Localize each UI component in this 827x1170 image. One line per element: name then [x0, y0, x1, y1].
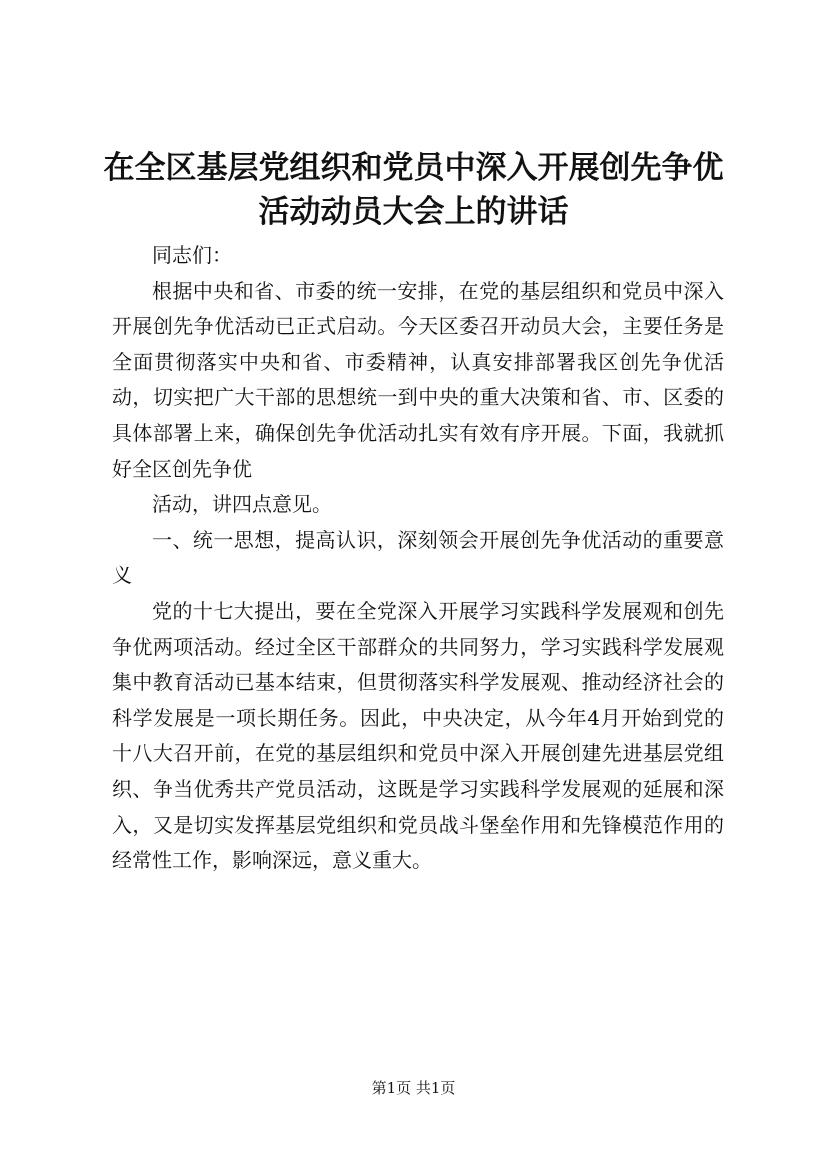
document-title: 在全区基层党组织和党员中深入开展创先争优活动动员大会上的讲话: [103, 150, 724, 230]
paragraph: 根据中央和省、市委的统一安排，在党的基层组织和党员中深入开展创先争优活动已正式启动。今天区委召开动员大会，主要任务是全面贯彻落实中央和省、市委精神，认真安排部署我区创先争优活动，切实把广大干部的思想统一到中央的重大决策和省、市、区委的具体部署上来，确保创先争优活动扎实有效有序开展。下面，我就抓好全区创先争优: [112, 278, 724, 481]
paragraph: 党的十七大提出，要在全党深入开展学习实践科学发展观和创先争优两项活动。经过全区干部群众的共同努力，学习实践科学发展观集中教育活动已基本结束，但贯彻落实科学发展观、推动经济社会的科学发展是一项长期任务。因此，中央决定，从今年4月开始到党的十八大召开前，在党的基层组织和党员中深入开展创建先进基层党组织、争当优秀共产党员活动，这既是学习实践科学发展观的延展和深入，又是切实发挥基层党组织和党员战斗堡垒作用和先锋模范作用的经常性工作，影响深远，意义重大。: [112, 598, 724, 873]
page-footer: 第1页 共1页: [371, 1079, 456, 1097]
section-heading: 一、统一思想，提高认识，深刻领会开展创先争优活动的重要意义: [112, 527, 724, 588]
paragraph: 活动，讲四点意见。: [152, 492, 332, 517]
document-body: [112, 238, 724, 879]
salutation: 同志们：: [152, 243, 232, 267]
